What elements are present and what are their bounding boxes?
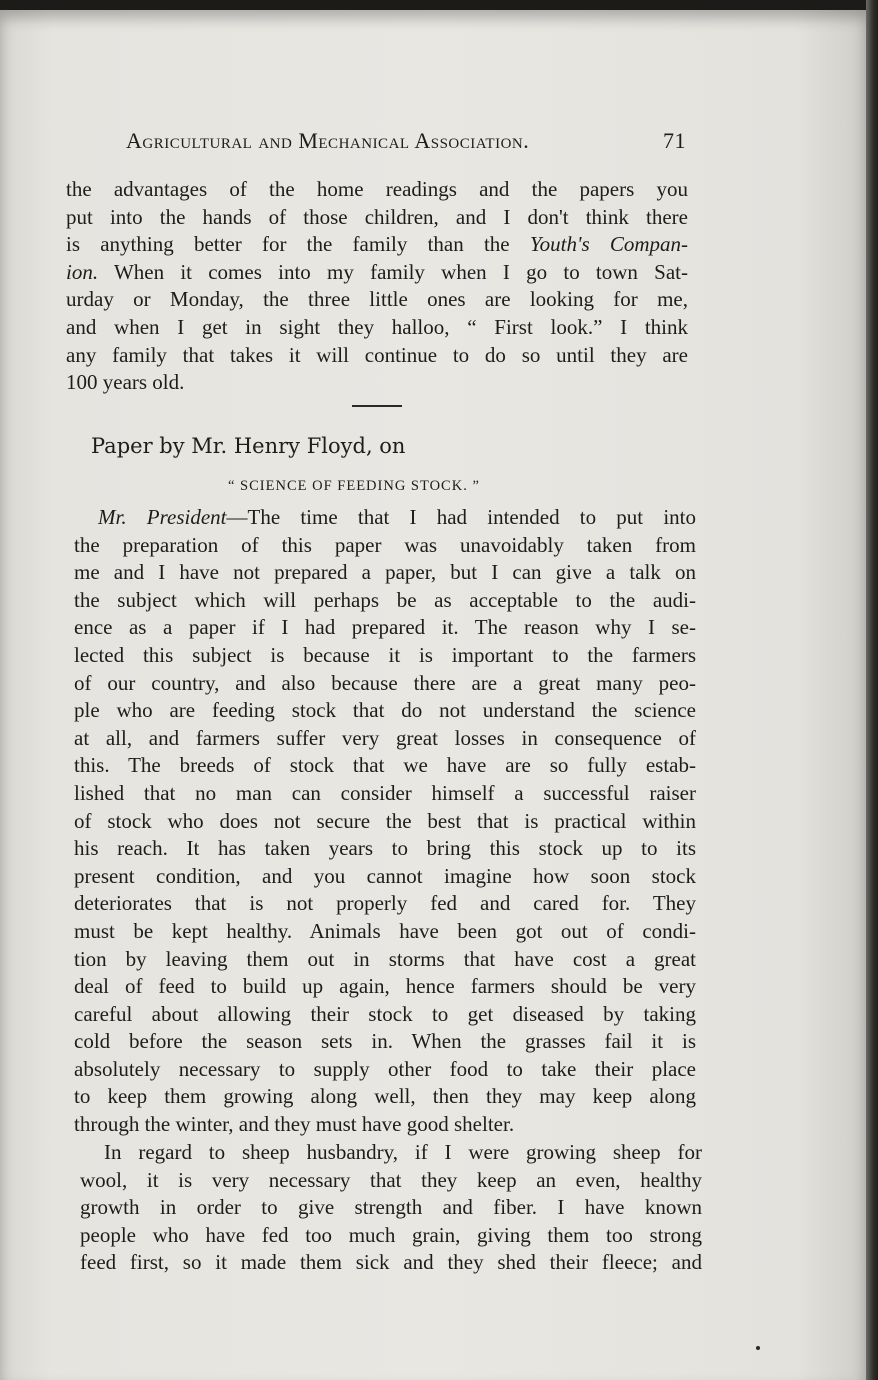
header-title: Agricultural and Mechanical Association.	[126, 128, 530, 153]
running-header	[126, 128, 686, 154]
text-line: at all, and farmers suffer very great losses in consequence of	[74, 725, 696, 750]
text-line: me and I have not prepared a paper, but I can give a talk on	[74, 560, 696, 585]
text-line: of stock who does not secure the best that is practical within	[74, 808, 696, 833]
text-line: ple who are feeding stock that do not understand the science	[74, 698, 696, 723]
paper-attribution: Paper by Mr. Henry Floyd, on	[91, 434, 406, 458]
text-line: deteriorates that is not properly fed and cared for. They	[74, 891, 696, 916]
text-line: careful about allowing their stock to get diseased by taking	[74, 1001, 696, 1026]
text-line: his reach. It has taken years to bring this stock up to its	[74, 836, 696, 861]
text-line: is anything better for the family than the Youth's Compan-	[66, 232, 689, 257]
page-number: 71	[663, 128, 686, 153]
text-line: and when I get in sight they halloo, “ First look.” I think	[66, 314, 688, 339]
paragraph-continuation	[66, 176, 688, 397]
text-line: 100 years old.	[66, 370, 185, 395]
page-edge-shadow	[866, 0, 878, 1380]
text-line: people who have fed too much grain, giving them too strong	[80, 1222, 702, 1247]
periodical-title: Youth's Compan-	[529, 232, 689, 257]
text-line: lected this subject is because it is important to the farmers	[74, 642, 696, 667]
text-line: present condition, and you cannot imagine how soon stock	[74, 863, 696, 888]
text-line: growth in order to give strength and fiber. I have known	[80, 1195, 702, 1220]
paragraph-speech	[74, 504, 696, 1139]
paper-subtitle: “ SCIENCE OF FEEDING STOCK. ”	[228, 478, 480, 494]
text-line: cold before the season sets in. When the grasses fail it is	[74, 1029, 696, 1054]
text-line: deal of feed to build up again, hence farmers should be very	[74, 974, 696, 999]
paragraph-sheep	[80, 1139, 702, 1277]
text-line: ion. When it comes into my family when I go to town Sat-	[66, 259, 688, 284]
text-line: feed first, so it made them sick and they shed their fleece; and	[80, 1250, 702, 1275]
text-line: wool, it is very necessary that they keep an even, healthy	[80, 1167, 702, 1192]
text-line: through the winter, and they must have good shelter.	[74, 1112, 515, 1137]
text-line: lished that no man can consider himself a successful raiser	[74, 780, 696, 805]
text-line: the preparation of this paper was unavoidably taken from	[74, 532, 696, 557]
text-line: In regard to sheep husbandry, if I were growing sheep for	[104, 1140, 702, 1164]
text-line: put into the hands of those children, and I don't think there	[66, 204, 688, 229]
periodical-title-end: ion.	[66, 259, 99, 284]
section-divider	[352, 405, 402, 407]
text-line: the advantages of the home readings and the papers you	[66, 177, 688, 201]
text-line: Mr. President—The time that I had intended to put into	[98, 505, 696, 529]
text-line: urday or Monday, the three little ones are looking for me,	[66, 287, 688, 312]
salutation: Mr. President	[98, 505, 227, 529]
ink-speck	[756, 1346, 760, 1350]
text-line: absolutely necessary to supply other food to take their place	[74, 1056, 696, 1081]
text-line: any family that takes it will continue to do so until they are	[66, 342, 688, 367]
text-line: to keep them growing along well, then they may keep along	[74, 1084, 696, 1109]
text-line: the subject which will perhaps be as acceptable to the audi-	[74, 587, 696, 612]
text-line: this. The breeds of stock that we have are so fully estab-	[74, 753, 696, 778]
text-line: ence as a paper if I had prepared it. The reason why I se-	[74, 615, 696, 640]
text-line: tion by leaving them out in storms that have cost a great	[74, 946, 696, 971]
text-line: of our country, and also because there are a great many peo-	[74, 670, 696, 695]
text-line: must be kept healthy. Animals have been got out of condi-	[74, 918, 696, 943]
